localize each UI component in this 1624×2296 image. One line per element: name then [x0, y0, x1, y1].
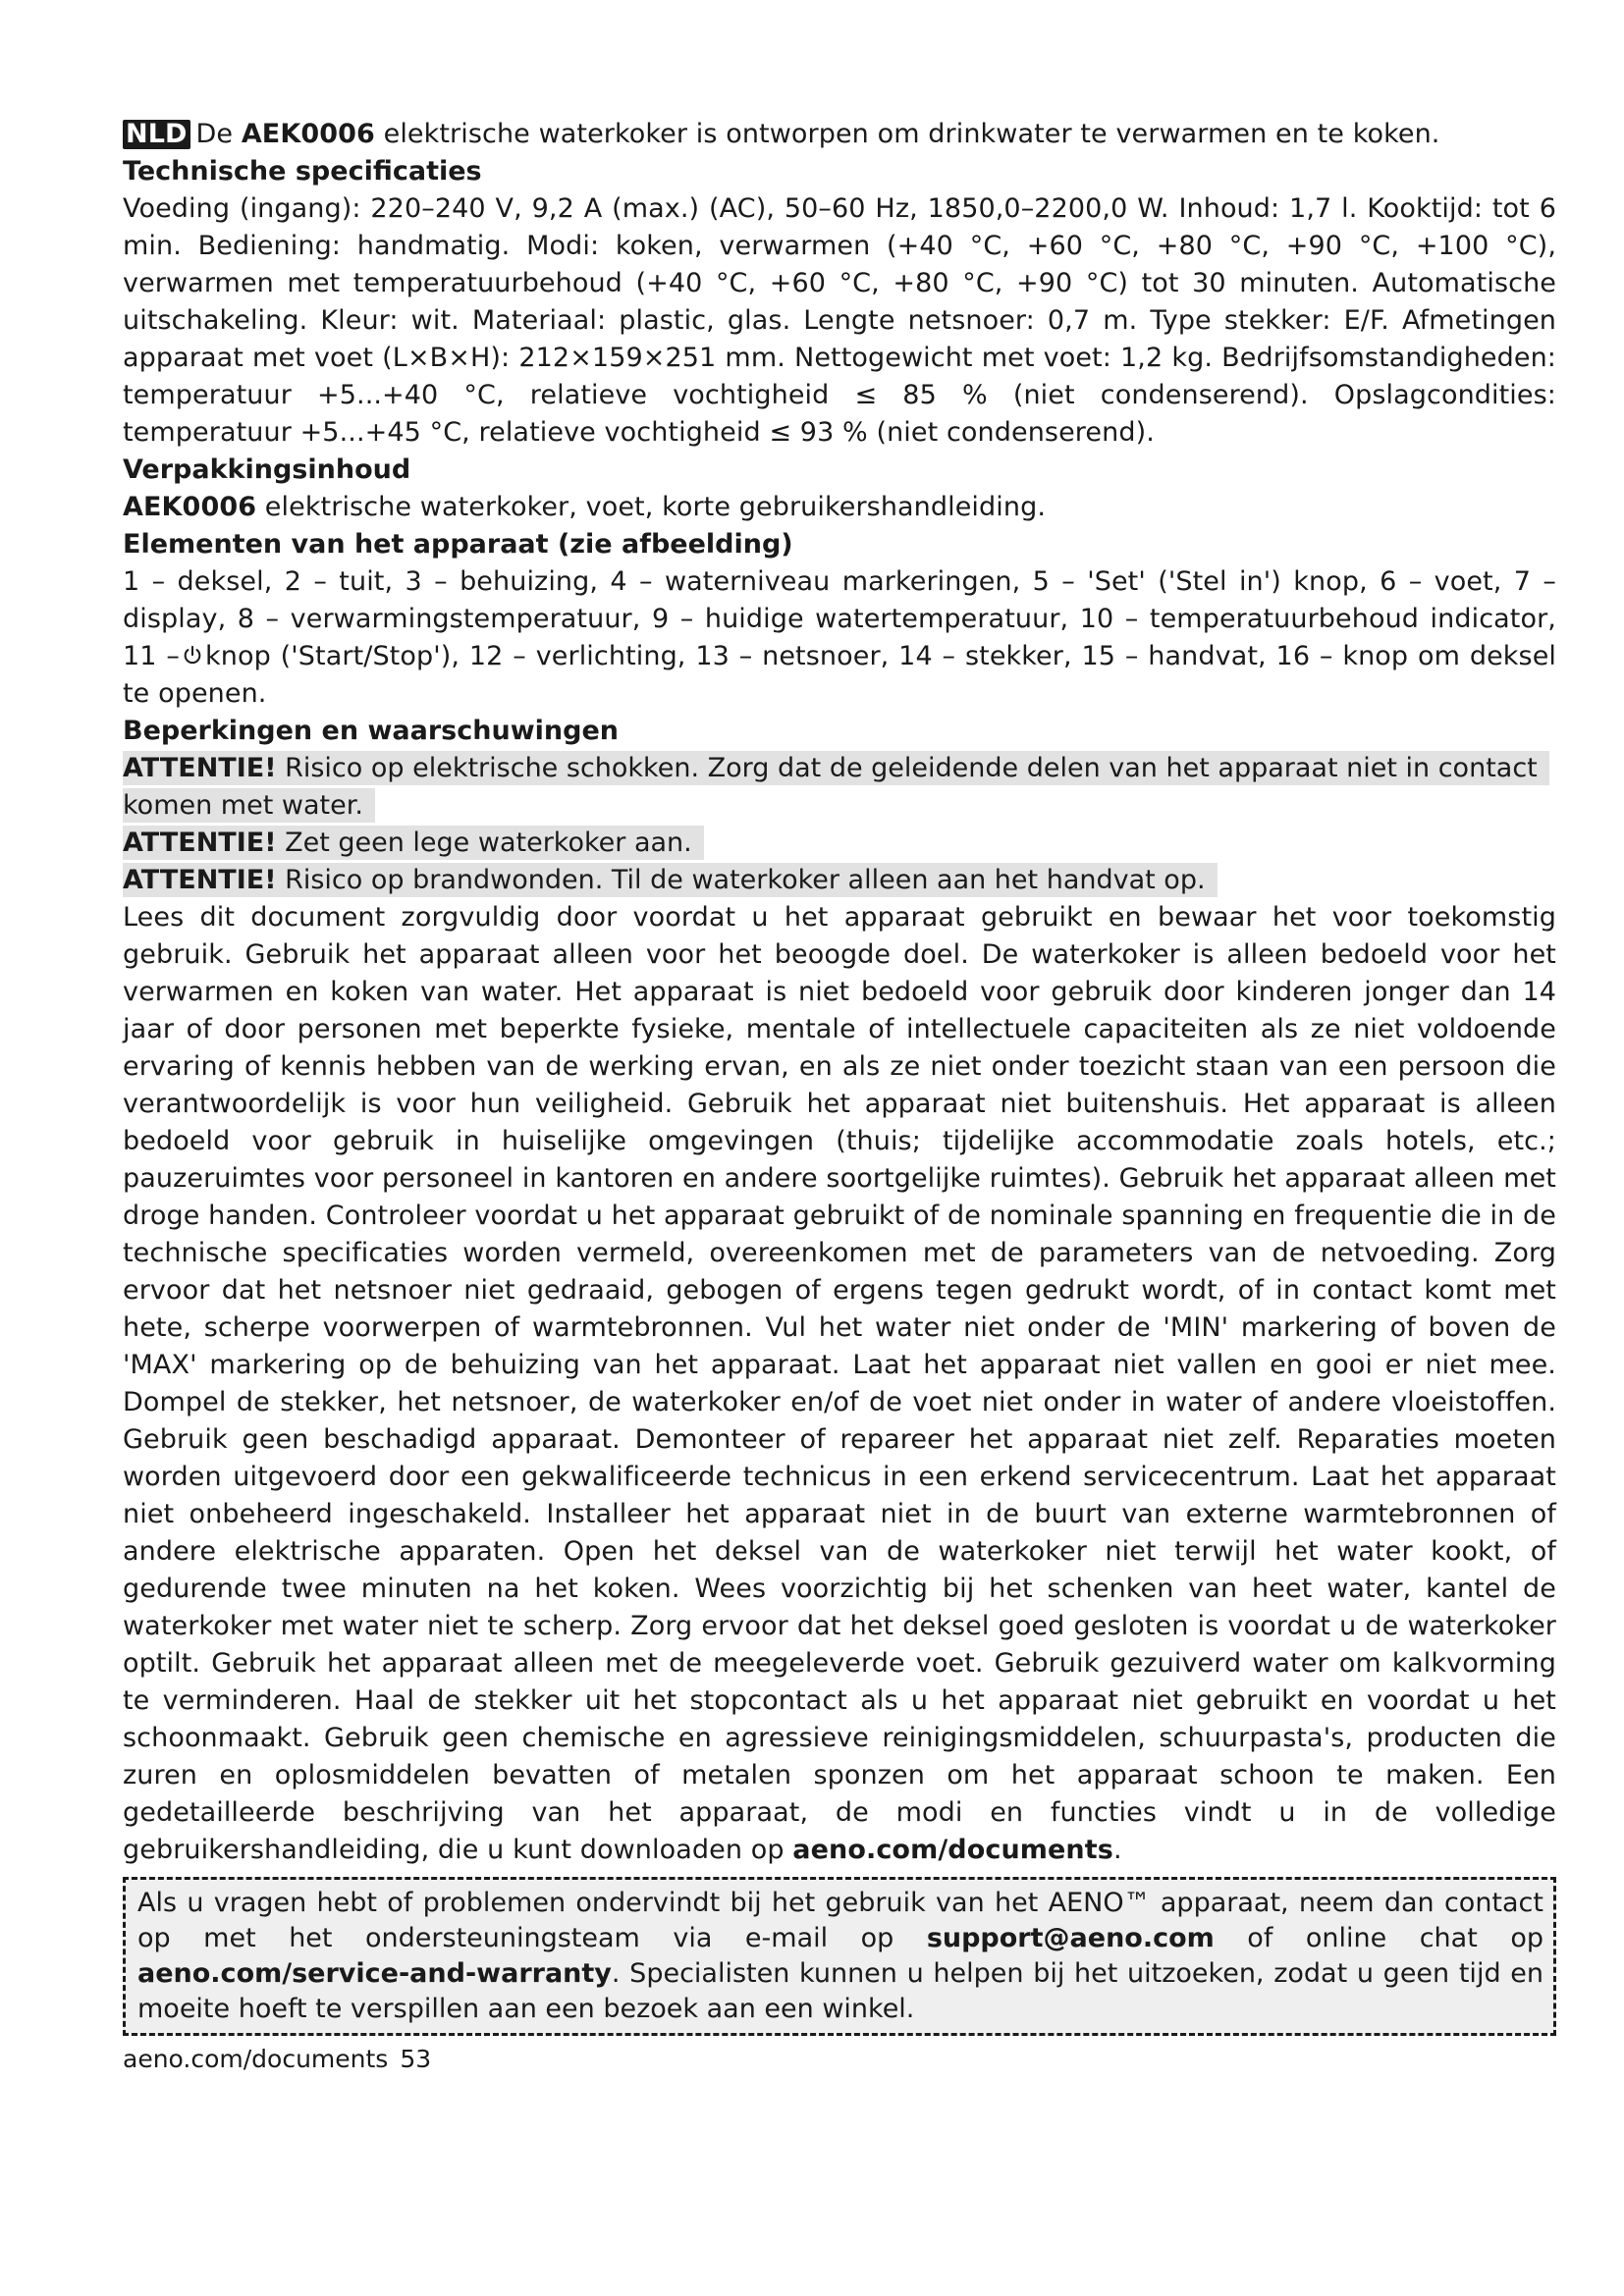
package-text: [123, 489, 1556, 526]
page-number: 53: [400, 2045, 432, 2073]
support-text-1: Als u vragen hebt of problemen ondervindt bij het gebruik van het AENO™ apparaat, neem dan contact op met het ondersteuningsteam via e-mail op: [137, 1888, 1543, 1953]
warning-item: [123, 825, 1556, 862]
elements-list-part1: 1 – deksel, 2 – tuit, 3 – behuizing, 4 – waterniveau markeringen, 5 – 'Set' ('Stel in') knop, 6 – voet, 7 – display, 8 – verwarmingstemperatuur, 9 – huidige watertemperatuur, 10 – temperatuurbehoud indicator, 11 –: [123, 566, 1556, 671]
intro-prefix: De: [195, 119, 242, 149]
elements-heading: Elementen van het apparaat (zie afbeelding): [123, 529, 793, 560]
documents-link[interactable]: aeno.com/documents: [792, 1835, 1113, 1865]
warning-text: Risico op elektrische schokken. Zorg dat de geleidende delen van het apparaat niet in contact komen met water.: [123, 753, 1538, 821]
warning-item: [123, 862, 1556, 899]
warnings-body-text: Lees dit document zorgvuldig door voordat u het apparaat gebruikt en bewaar het voor toekomstig gebruik. Gebruik het apparaat alleen voor het beoogde doel. De waterkoker is alleen bedoeld voor het verwarmen en koken van water. Het apparaat is niet bedoeld voor gebruik door kinderen jonger dan 14 jaar of door personen met beperkte fysieke, mentale of intellectuele capaciteiten als ze niet voldoende ervaring of kennis hebben van de werking ervan, en als ze niet onder toezicht staan van een persoon die verantwoordelijk is voor hun veiligheid. Gebruik het apparaat niet buitenshuis. Het apparaat is alleen bedoeld voor gebruik in huiselijke omgevingen (thuis; tijdelijke accommodatie zoals hotels, etc.; pauzeruimtes voor personeel in kantoren en andere soortgelijke ruimtes). Gebruik het apparaat alleen met droge handen. Controleer voordat u het apparaat gebruikt of de nominale spanning en frequentie die in de technische specificaties worden vermeld, overeenkomen met de parameters van de netvoeding. Zorg ervoor dat het netsnoer niet gedraaid, gebogen of ergens tegen gedrukt wordt, of in contact komt met hete, scherpe voorwerpen of warmtebronnen. Vul het water niet onder de 'MIN' markering of boven de 'MAX' markering op de behuizing van het apparaat. Laat het apparaat niet vallen en gooi er niet mee. Dompel de stekker, het netsnoer, de waterkoker en/of de voet niet onder in water of andere vloeistoffen. Gebruik geen beschadigd apparaat. Demonteer of repareer het apparaat niet zelf. Reparaties moeten worden uitgevoerd door een gekwalificeerde technicus in een erkend servicecentrum. Laat het apparaat niet onbeheerd ingeschakeld. Installeer het apparaat niet in de buurt van externe warmtebronnen of andere elektrische apparaten. Open het deksel van de waterkoker niet terwijl het water kookt, of gedurende twee minuten na het koken. Wees voorzichtig bij het schenken van heet water, kantel de waterkoker met water niet te scherp. Zorg ervoor dat het deksel goed gesloten is voordat u de waterkoker optilt. Gebruik het apparaat alleen met de meegeleverde voet. Gebruik gezuiverd water om kalkvorming te verminderen. Haal de stekker uit het stopcontact als u het apparaat niet gebruikt en voordat u het schoonmaakt. Gebruik geen chemische en agressieve reinigingsmiddelen, schuurpasta's, producten die zuren en oplosmiddelen bevatten of metalen sponzen om het apparaat schoon te maken. Een gedetailleerde beschrijving van het apparaat, de modi en functies vindt u in de volledige gebruikershandleiding, die u kunt downloaden op: [123, 902, 1556, 1865]
footer-url: aeno.com/documents: [123, 2045, 389, 2073]
package-model: AEK0006: [123, 492, 257, 522]
package-heading: Verpakkingsinhoud: [123, 454, 411, 485]
model-name: AEK0006: [241, 119, 375, 149]
warnings-heading: Beperkingen en waarschuwingen: [123, 716, 619, 746]
manual-page: [123, 116, 1556, 2077]
service-warranty-link[interactable]: aeno.com/service-and-warranty: [137, 1958, 612, 1989]
intro-paragraph: [123, 116, 1556, 153]
support-text-2: of online chat op: [1214, 1923, 1543, 1953]
elements-list-part2: knop ('Start/Stop'), 12 – verlichting, 13 – netsnoer, 14 – stekker, 15 – handvat, 16 – knop om deksel te openen.: [123, 641, 1557, 709]
page-footer: [123, 2042, 1556, 2077]
warning-item: [123, 750, 1556, 825]
intro-text: elektrische waterkoker is ontworpen om drinkwater te verwarmen en te koken.: [374, 119, 1440, 149]
warnings-body-end: .: [1112, 1835, 1122, 1865]
support-email-link[interactable]: support@aeno.com: [926, 1923, 1215, 1953]
power-icon: [182, 645, 203, 667]
warning-text: Risico op brandwonden. Til de waterkoker alleen aan het handvat op.: [276, 865, 1206, 895]
warning-label: ATTENTIE!: [123, 865, 277, 895]
elements-text: [123, 563, 1556, 713]
warning-label: ATTENTIE!: [123, 828, 277, 858]
support-box: [123, 1877, 1556, 2036]
warning-text: Zet geen lege waterkoker aan.: [276, 828, 692, 858]
package-contents: elektrische waterkoker, voet, korte gebruikershandleiding.: [256, 492, 1047, 522]
language-tag: NLD: [123, 120, 190, 149]
support-text-3: . Specialisten kunnen u helpen bij het uitzoeken, zodat u geen tijd en moeite hoeft te verspillen aan een bezoek aan een winkel.: [137, 1958, 1543, 2024]
specs-text: Voeding (ingang): 220–240 V, 9,2 A (max.) (AC), 50–60 Hz, 1850,0–2200,0 W. Inhoud: 1,7 l. Kooktijd: tot 6 min. Bediening: handmatig. Modi: koken, verwarmen (+40 °C, +60 °C, +80 °C, +90 °C, +100 °C), verwarmen met temperatuurbehoud (+40 °C, +60 °C, +80 °C, +90 °C) tot 30 minuten. Automatische uitschakeling. Kleur: wit. Materiaal: plastic, glas. Lengte netsnoer: 0,7 m. Type stekker: E/F. Afmetingen apparaat met voet (L×B×H): 212×159×251 mm. Nettogewicht met voet: 1,2 kg. Bedrijfsomstandigheden: temperatuur +5...+40 °C, relatieve vochtigheid ≤ 85 % (niet condenserend). Opslagcondities: temperatuur +5...+45 °C, relatieve vochtigheid ≤ 93 % (niet condenserend).: [123, 193, 1556, 448]
warning-label: ATTENTIE!: [123, 753, 277, 783]
specs-heading: Technische specificaties: [123, 156, 482, 187]
warnings-body: [123, 899, 1556, 1869]
